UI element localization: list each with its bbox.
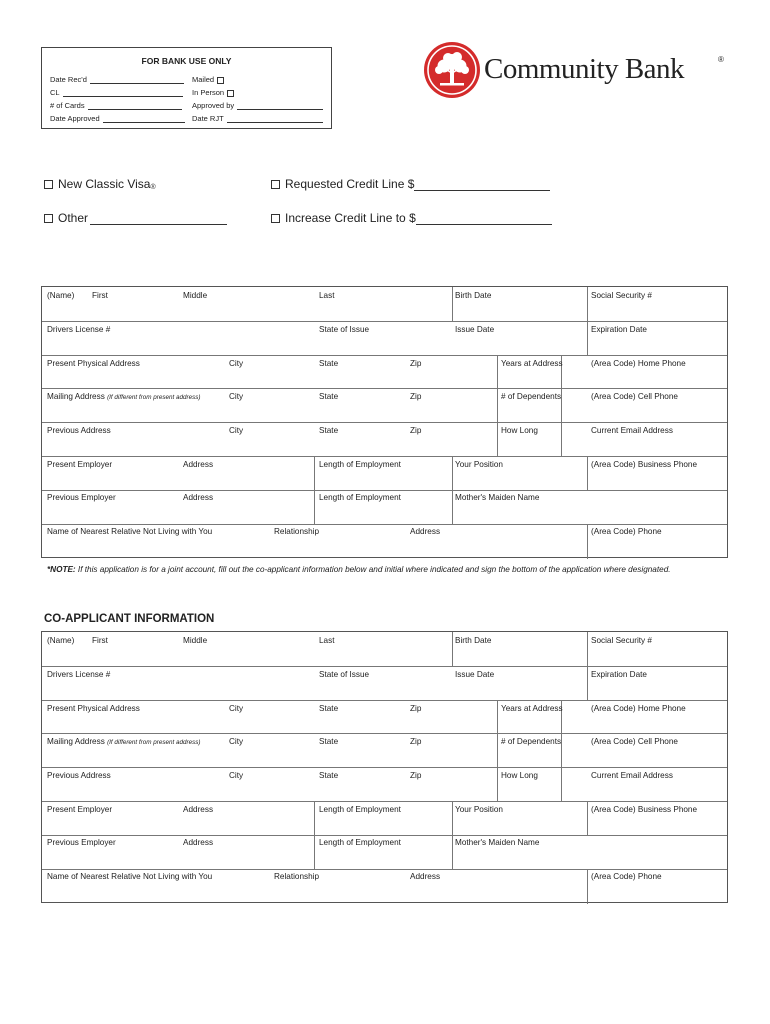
co-mailing-state-field[interactable]: State [319,737,339,746]
row-divider [42,801,727,802]
how-long-field[interactable]: How Long [501,426,538,435]
col-divider [587,869,588,904]
other-option[interactable] [44,211,227,225]
other-label: Other [58,211,89,225]
expiration-date-field[interactable]: Expiration Date [591,325,647,334]
co-relative-address-field[interactable]: Address [410,872,441,881]
row-divider [42,490,727,491]
previous-state-field[interactable]: State [319,426,339,435]
state-field[interactable]: State [319,359,339,368]
co-years-at-address-field[interactable]: Years at Address [501,704,563,713]
date-approved-field[interactable] [103,114,185,123]
co-mailing-address-note: (If different from present address) [107,739,201,746]
co-ssn-field[interactable]: Social Security # [591,636,652,645]
date-recd-label: Date Rec'd [50,75,87,84]
co-previous-employer-address-field[interactable]: Address [183,838,214,847]
zip-field[interactable]: Zip [410,359,422,368]
city-field[interactable]: City [229,359,244,368]
relationship-field[interactable]: Relationship [274,527,320,536]
mailing-city-field[interactable]: City [229,392,244,401]
mailed-label: Mailed [192,75,215,84]
row-divider [42,422,727,423]
approved-by-label: Approved by [192,101,235,110]
co-expiration-date-field[interactable]: Expiration Date [591,670,647,679]
requested-credit-line-field[interactable] [414,178,550,191]
other-field[interactable] [90,212,227,225]
previous-employer-address-field[interactable]: Address [183,493,214,502]
bank-use-title: FOR BANK USE ONLY [141,56,232,66]
col-divider [452,632,453,666]
col-divider [452,801,453,869]
date-approved-row [50,114,185,123]
row-divider [42,733,727,734]
years-at-address-field[interactable]: Years at Address [501,359,563,368]
cl-field[interactable] [63,88,183,97]
name-label: (Name) [47,291,75,300]
date-approved-label: Date Approved [50,114,100,123]
previous-length-employment-field[interactable]: Length of Employment [319,493,401,502]
col-divider [314,801,315,869]
co-previous-zip-field[interactable]: Zip [410,771,422,780]
requested-credit-line-option[interactable] [271,177,550,191]
col-divider [452,456,453,524]
col-divider [587,524,588,559]
co-present-employer-field[interactable]: Present Employer [47,805,113,814]
mailed-row [192,75,224,84]
num-cards-row [50,101,182,110]
first-name-field[interactable]: First [92,291,108,300]
co-previous-length-employment-field[interactable]: Length of Employment [319,838,401,847]
current-email-field[interactable]: Current Email Address [591,426,673,435]
co-your-position-field[interactable]: Your Position [455,805,503,814]
row-divider [42,700,727,701]
num-dependents-field[interactable]: # of Dependents [501,392,562,401]
approved-by-row [192,101,323,110]
col-divider [587,287,588,355]
co-current-email-field[interactable]: Current Email Address [591,771,673,780]
mailing-address-note: (If different from present address) [107,394,201,401]
co-business-phone-field[interactable]: (Area Code) Business Phone [591,805,698,814]
col-divider [587,456,588,490]
cl-row [50,88,183,97]
co-mothers-maiden-name-field[interactable]: Mother's Maiden Name [455,838,540,847]
joint-account-note [47,565,671,574]
co-relationship-field[interactable]: Relationship [274,872,320,881]
bank-use-box [41,47,332,129]
co-issue-date-field[interactable]: Issue Date [455,670,495,679]
date-recd-field[interactable] [90,75,184,84]
note-prefix: *NOTE: [47,565,76,574]
bank-name: Community Bank [484,53,685,85]
state-of-issue-field[interactable]: State of Issue [319,325,370,334]
co-zip-field[interactable]: Zip [410,704,422,713]
issue-date-field[interactable]: Issue Date [455,325,495,334]
co-middle-name-field[interactable]: Middle [183,636,208,645]
drivers-license-field[interactable]: Drivers License # [47,325,111,334]
col-divider [587,801,588,835]
mailed-checkbox[interactable] [217,77,224,84]
co-drivers-license-field[interactable]: Drivers License # [47,670,111,679]
in-person-row [192,88,234,97]
row-divider [42,321,727,322]
applicant-form [41,286,728,558]
co-mailing-city-field[interactable]: City [229,737,244,746]
mothers-maiden-name-field[interactable]: Mother's Maiden Name [455,493,540,502]
increase-credit-line-field[interactable] [416,212,552,225]
num-cards-field[interactable] [88,101,182,110]
home-phone-field[interactable]: (Area Code) Home Phone [591,359,686,368]
mailing-address-field[interactable] [47,392,201,401]
previous-address-field[interactable]: Previous Address [47,426,111,435]
new-classic-visa-option[interactable] [44,177,156,191]
requested-credit-line-checkbox[interactable] [271,180,280,189]
other-checkbox[interactable] [44,214,53,223]
date-rjt-field[interactable] [227,114,323,123]
tree-logo-icon [424,42,480,98]
co-mailing-address-label: Mailing Address [47,737,105,746]
previous-city-field[interactable]: City [229,426,244,435]
col-divider [314,456,315,524]
co-name-label: (Name) [47,636,75,645]
date-rjt-label: Date RJT [192,114,224,123]
co-mailing-zip-field[interactable]: Zip [410,737,422,746]
middle-name-field[interactable]: Middle [183,291,208,300]
increase-credit-line-checkbox[interactable] [271,214,280,223]
relative-phone-field[interactable]: (Area Code) Phone [591,527,662,536]
cl-label: CL [50,88,60,97]
co-nearest-relative-field[interactable]: Name of Nearest Relative Not Living with You [47,872,213,881]
row-divider [42,355,727,356]
co-state-field[interactable]: State [319,704,339,713]
visa-registered-mark: ® [150,184,156,191]
relative-address-field[interactable]: Address [410,527,441,536]
approved-by-field[interactable] [237,101,323,110]
registered-mark: ® [718,55,724,64]
co-previous-address-field[interactable]: Previous Address [47,771,111,780]
mailing-state-field[interactable]: State [319,392,339,401]
business-phone-field[interactable]: (Area Code) Business Phone [591,460,698,469]
co-num-dependents-field[interactable]: # of Dependents [501,737,562,746]
note-text: If this application is for a joint account, fill out the co-applicant information below and initial where indicated and sign the bottom of the application where designated. [75,565,671,574]
present-employer-field[interactable]: Present Employer [47,460,113,469]
row-divider [42,456,727,457]
previous-zip-field[interactable]: Zip [410,426,422,435]
co-previous-city-field[interactable]: City [229,771,244,780]
mailing-zip-field[interactable]: Zip [410,392,422,401]
co-first-name-field[interactable]: First [92,636,108,645]
co-state-of-issue-field[interactable]: State of Issue [319,670,370,679]
co-previous-state-field[interactable]: State [319,771,339,780]
col-divider [587,632,588,700]
co-last-name-field[interactable]: Last [319,636,335,645]
present-address-field[interactable]: Present Physical Address [47,359,140,368]
col-divider [497,355,498,456]
co-city-field[interactable]: City [229,704,244,713]
co-home-phone-field[interactable]: (Area Code) Home Phone [591,704,686,713]
new-classic-visa-label: New Classic Visa [58,177,151,191]
in-person-checkbox[interactable] [227,90,234,97]
co-present-address-field[interactable]: Present Physical Address [47,704,140,713]
row-divider [42,767,727,768]
ssn-field[interactable]: Social Security # [591,291,652,300]
num-cards-label: # of Cards [50,101,85,110]
employer-address-field[interactable]: Address [183,460,214,469]
co-previous-employer-field[interactable]: Previous Employer [47,838,116,847]
row-divider [42,666,727,667]
new-classic-visa-checkbox[interactable] [44,180,53,189]
co-how-long-field[interactable]: How Long [501,771,538,780]
co-employer-address-field[interactable]: Address [183,805,214,814]
row-divider [42,835,727,836]
coapplicant-form [41,631,728,903]
col-divider [561,700,562,801]
date-rjt-row [192,114,323,123]
birth-date-field[interactable]: Birth Date [455,291,492,300]
requested-credit-line-label: Requested Credit Line $ [285,177,415,191]
increase-credit-line-label: Increase Credit Line to $ [285,211,416,225]
previous-employer-field[interactable]: Previous Employer [47,493,116,502]
in-person-label: In Person [192,88,225,97]
row-divider [42,869,727,870]
cell-phone-field[interactable]: (Area Code) Cell Phone [591,392,678,401]
nearest-relative-field[interactable]: Name of Nearest Relative Not Living with You [47,527,213,536]
length-employment-field[interactable]: Length of Employment [319,460,401,469]
date-recd-row [50,75,184,84]
row-divider [42,388,727,389]
mailing-address-label: Mailing Address [47,392,105,401]
co-relative-phone-field[interactable]: (Area Code) Phone [591,872,662,881]
row-divider [42,524,727,525]
coapplicant-title: CO-APPLICANT INFORMATION [44,613,215,625]
increase-credit-line-option[interactable] [271,211,552,225]
last-name-field[interactable]: Last [319,291,335,300]
your-position-field[interactable]: Your Position [455,460,503,469]
co-birth-date-field[interactable]: Birth Date [455,636,492,645]
co-length-employment-field[interactable]: Length of Employment [319,805,401,814]
col-divider [452,287,453,321]
co-cell-phone-field[interactable]: (Area Code) Cell Phone [591,737,678,746]
col-divider [561,355,562,456]
col-divider [497,700,498,801]
co-mailing-address-field[interactable] [47,737,201,746]
